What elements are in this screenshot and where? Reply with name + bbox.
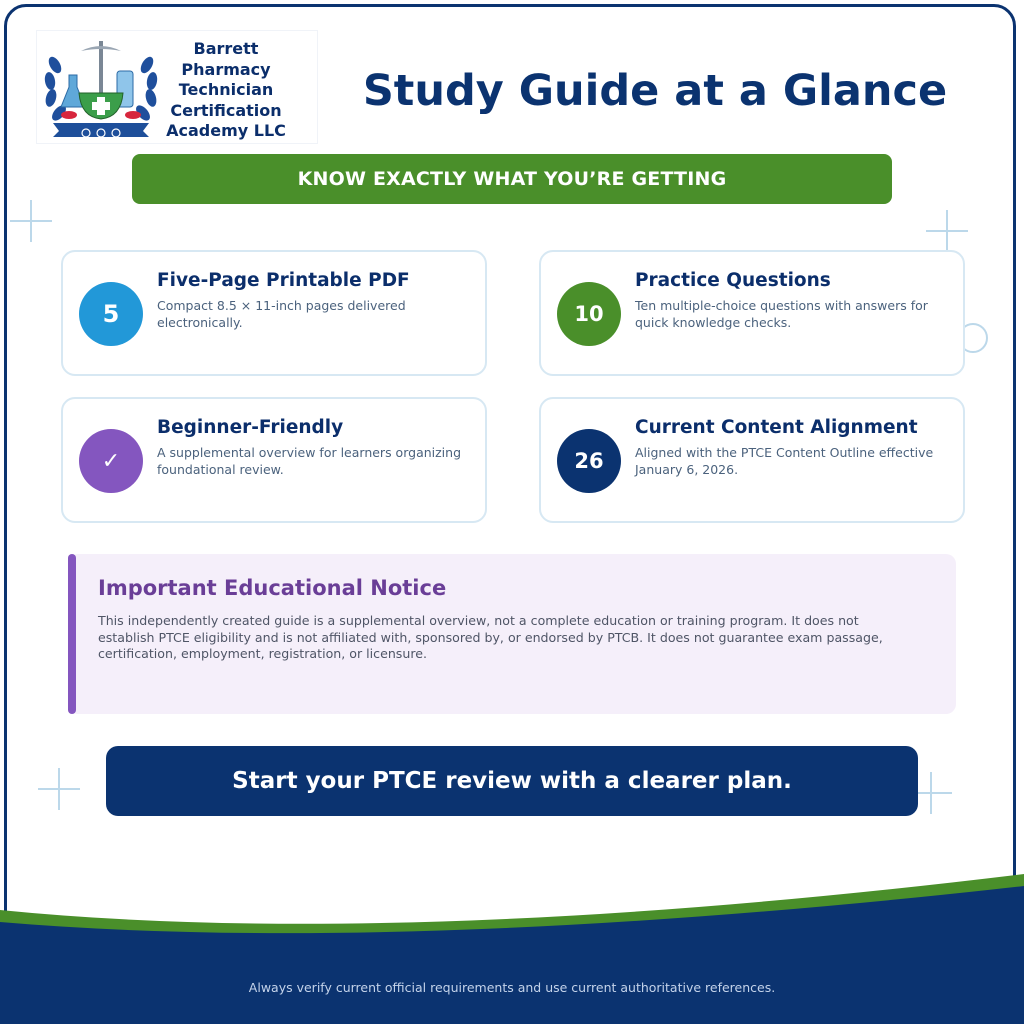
card-title: Practice Questions: [635, 270, 831, 291]
brand-logo: [36, 30, 318, 144]
notice-accent-bar: [68, 554, 76, 714]
section-banner: KNOW EXACTLY WHAT YOU’RE GETTING: [132, 154, 892, 204]
feature-card-practice-questions: [539, 250, 965, 376]
pharmacy-crest-icon: [41, 35, 161, 141]
brand-name: Barrett Pharmacy Technician Certification Academy LLC: [166, 39, 286, 140]
plus-decoration-icon: [10, 200, 52, 242]
count-badge: 5: [79, 282, 143, 346]
educational-notice: [68, 554, 956, 714]
notice-title: Important Educational Notice: [98, 576, 447, 600]
notice-text: This independently created guide is a supplemental overview, not a complete education or training program. It does not establish PTCE eligibility and is not affiliated with, sponsored by, or endorsed by PTCB. It does not guarantee exam passage, certification, employment, registration, or licensure.: [98, 613, 883, 662]
page-title: Study Guide at a Glance: [362, 66, 948, 116]
footer-disclaimer: Always verify current official requirements and use current authoritative references.: [248, 980, 776, 995]
plus-decoration-icon: [38, 768, 80, 810]
plus-decoration-icon: [926, 210, 968, 252]
date-badge: 26: [557, 429, 621, 493]
card-title: Current Content Alignment: [635, 417, 918, 438]
card-title: Beginner-Friendly: [157, 417, 344, 438]
feature-card-pdf: [61, 250, 487, 376]
feature-card-content-alignment: [539, 397, 965, 523]
cta-banner: Start your PTCE review with a clearer plan.: [106, 746, 918, 816]
footer-wave: [0, 870, 1024, 1024]
card-description: A supplemental overview for learners organizing foundational review.: [157, 445, 462, 477]
card-title: Five-Page Printable PDF: [157, 270, 410, 291]
card-description: Compact 8.5 × 11-inch pages delivered electronically.: [157, 298, 406, 330]
feature-card-beginner-friendly: [61, 397, 487, 523]
count-badge: 10: [557, 282, 621, 346]
checkmark-icon: ✓: [79, 429, 143, 493]
card-description: Ten multiple-choice questions with answers for quick knowledge checks.: [635, 298, 928, 330]
card-description: Aligned with the PTCE Content Outline effective January 6, 2026.: [635, 445, 934, 477]
